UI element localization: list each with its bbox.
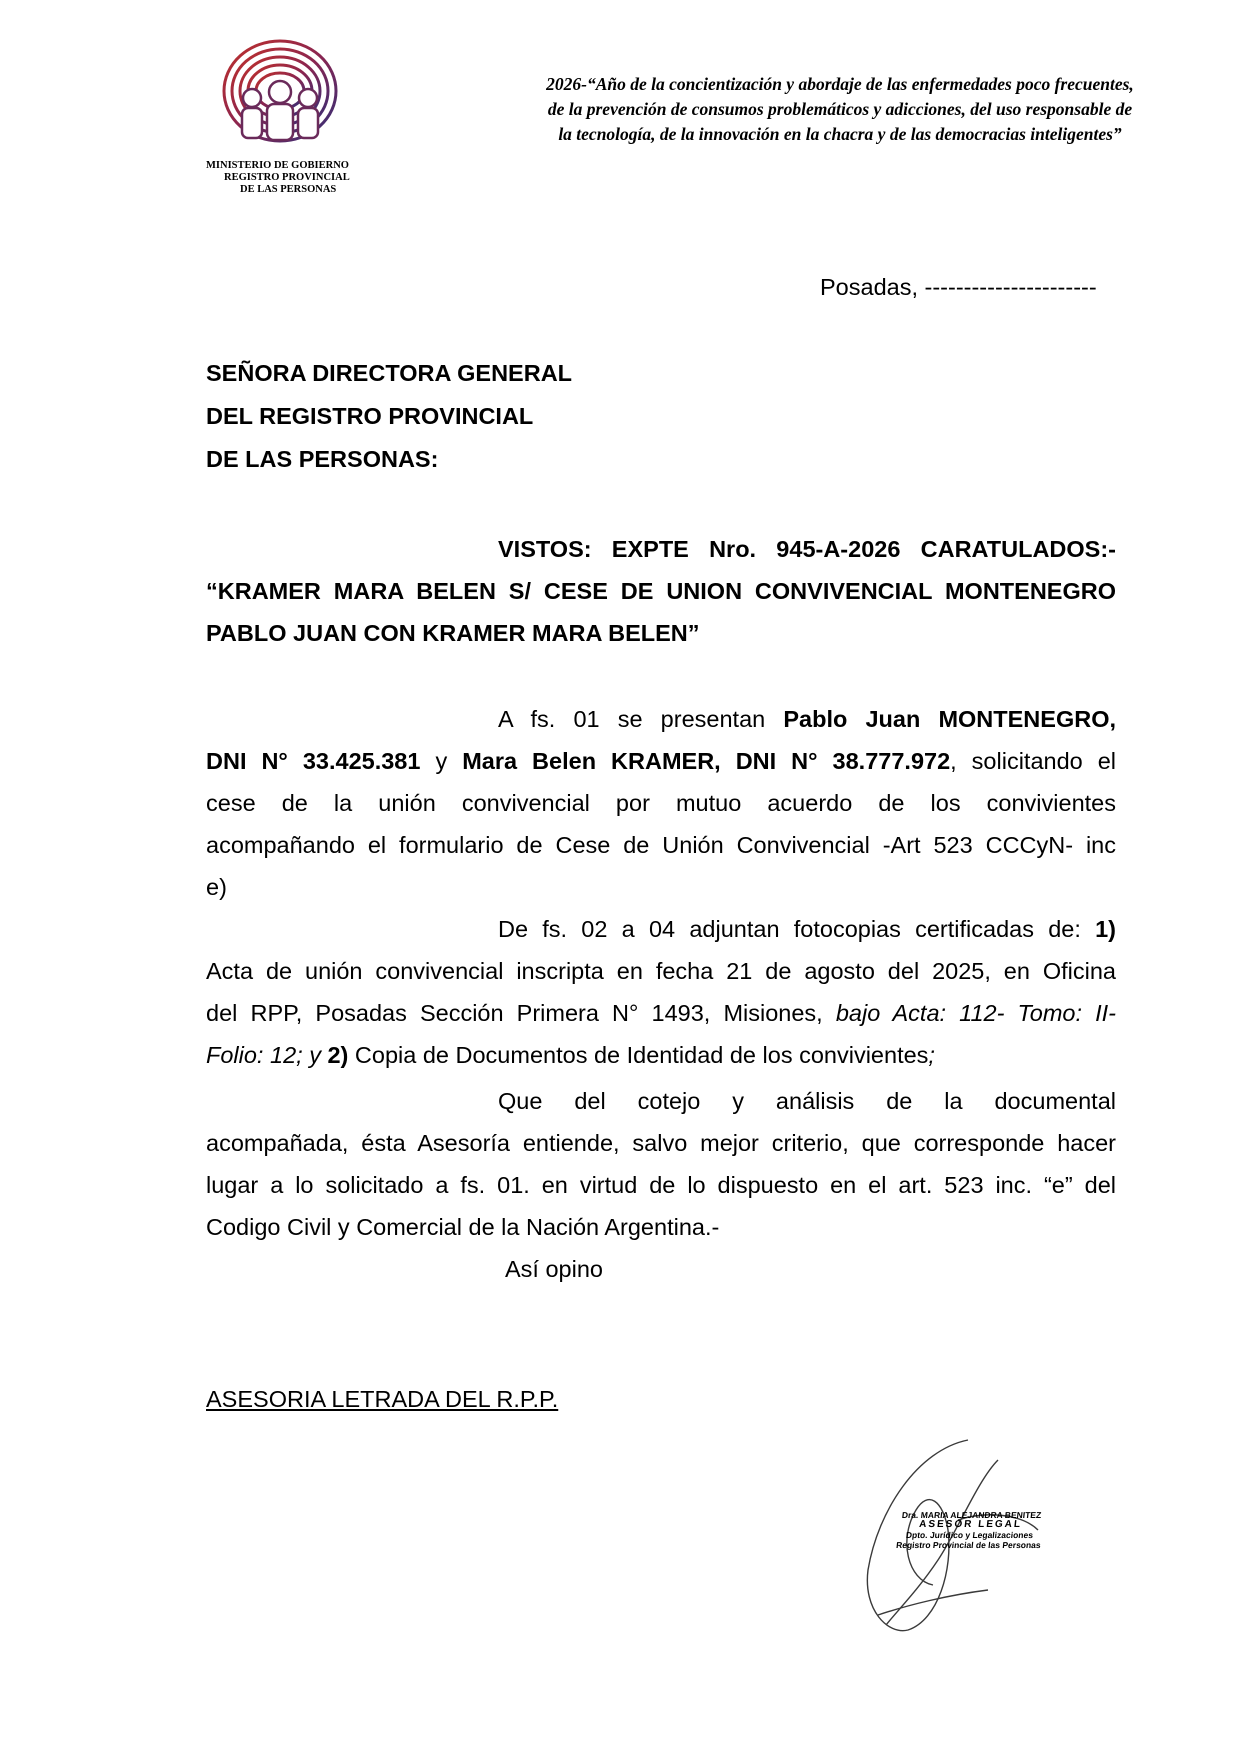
vistos-line: PABLO JUAN CON KRAMER MARA BELEN” <box>206 620 700 646</box>
paragraph-line: e) <box>206 874 227 900</box>
signature-office: ASESORIA LETRADA DEL R.P.P. <box>206 1386 559 1412</box>
place-date: Posadas, ---------------------- <box>820 274 1097 300</box>
ministry-line: REGISTRO PROVINCIAL <box>224 172 350 183</box>
stamp-line: ASESOR LEGAL <box>918 1519 1023 1530</box>
vistos-line: VISTOS: EXPTE Nro. 945-A-2026 CARATULADOS:- <box>498 536 1116 562</box>
addressee-line: DEL REGISTRO PROVINCIAL <box>206 403 534 429</box>
text-run: bajo Acta: 112- Tomo: II- <box>835 1000 1116 1026</box>
motto-line: 2026-“Año de la concientización y abordaje de las enfermedades poco frecuentes, <box>546 74 1134 94</box>
motto-line: la tecnología, de la innovación en la chacra y de las democracias inteligentes” <box>558 124 1122 144</box>
text-run: De fs. 02 a 04 adjuntan fotocopias certificadas de: <box>498 916 1096 942</box>
paragraph-line: acompañada, ésta Asesoría entiende, salvo mejor criterio, que corresponde hacer <box>206 1130 1116 1156</box>
year-motto <box>480 72 1200 147</box>
list-number: 1) <box>1095 916 1116 942</box>
addressee-line: DE LAS PERSONAS: <box>206 446 439 472</box>
stamp-line: Dpto. Jurídico y Legalizaciones <box>905 1530 1034 1540</box>
paragraph-line: acompañando el formulario de Cese de Unión Convivencial -Art 523 CCCyN- inc <box>206 832 1116 858</box>
paragraph-line <box>206 1040 1116 1070</box>
ministry-line: MINISTERIO DE GOBIERNO <box>206 160 349 171</box>
dni: DNI N° 33.425.381 <box>206 748 421 774</box>
ministry-name <box>198 160 398 196</box>
vistos-line: “KRAMER MARA BELEN S/ CESE DE UNION CONVIVENCIAL MONTENEGRO <box>206 578 1116 604</box>
person-name: Mara Belen KRAMER, DNI N° 38.777.972 <box>462 748 951 774</box>
paragraph-line: Acta de unión convivencial inscripta en fecha 21 de agosto del 2025, en Oficina <box>206 958 1116 984</box>
paragraph-line: cese de la unión convivencial por mutuo acuerdo de los convivientes <box>206 790 1116 816</box>
text-run: , solicitando el <box>950 748 1117 774</box>
text-run: Copia de Documentos de Identidad de los convivientes <box>348 1042 929 1068</box>
closing: Así opino <box>505 1256 603 1282</box>
paragraph-line: lugar a lo solicitado a fs. 01. en virtud de lo dispuesto en el art. 523 inc. “e” del <box>206 1172 1116 1198</box>
paragraph-line: Que del cotejo y análisis de la documental <box>498 1088 1116 1114</box>
ministry-line: DE LAS PERSONAS <box>240 184 337 195</box>
paragraph-line <box>206 998 1116 1028</box>
stamp-line: Registro Provincial de las Personas <box>895 1540 1042 1550</box>
text-run: y <box>420 748 463 774</box>
text-run: del RPP, Posadas Sección Primera N° 1493, Misiones, <box>206 1000 836 1026</box>
paragraph-line <box>498 914 1116 944</box>
stamp-line: Dra. MARIA ALEJANDRA BENITEZ <box>901 1510 1042 1520</box>
ministerio-logo <box>200 36 360 156</box>
person-name: Pablo Juan MONTENEGRO, <box>783 706 1117 732</box>
paragraph-line <box>498 704 1116 734</box>
motto-line: de la prevención de consumos problemáticos y adicciones, del uso responsable de <box>547 99 1133 119</box>
legal-stamp <box>888 1510 1052 1550</box>
text-run: A fs. 01 se presentan <box>498 706 784 732</box>
addressee-line: SEÑORA DIRECTORA GENERAL <box>206 360 573 386</box>
text-run: Folio: 12; y <box>206 1042 328 1068</box>
text-run: ; <box>928 1042 935 1068</box>
paragraph-line <box>206 746 1116 776</box>
list-number: 2) <box>327 1042 349 1068</box>
paragraph-line: Codigo Civil y Comercial de la Nación Argentina.- <box>206 1214 720 1240</box>
